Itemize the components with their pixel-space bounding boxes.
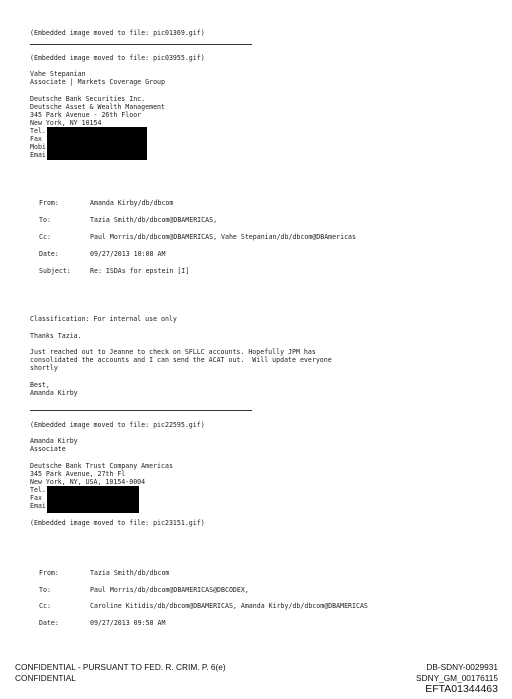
signature-line: Associate bbox=[30, 445, 66, 453]
classification-text: Classification: For internal use only bbox=[30, 315, 177, 323]
cc-label: Cc: bbox=[39, 602, 51, 610]
from-value: Tazia Smith/db/dbcom bbox=[90, 569, 170, 577]
to-value: Tazia Smith/db/dbcom@DBAMERICAS, bbox=[90, 216, 218, 224]
body-paragraph-line: Just reached out to Jeanne to check on SFLLC accounts. Hopefully JPM has bbox=[30, 348, 316, 356]
to-value: Paul Morris/db/dbcom@DBAMERICAS@DBCODEX, bbox=[90, 586, 249, 594]
confidential-label: CONFIDENTIAL bbox=[15, 673, 76, 683]
date-value: 09/27/2013 09:58 AM bbox=[90, 619, 166, 627]
signature-line: Fax bbox=[30, 494, 42, 502]
signature-line: Emai bbox=[30, 502, 46, 510]
signature-line: Vahe Stepanian bbox=[30, 70, 86, 78]
divider bbox=[30, 410, 252, 411]
from-value: Amanda Kirby/db/dbcom bbox=[90, 199, 174, 207]
sender-name: Amanda Kirby bbox=[30, 389, 78, 397]
cc-value: Caroline Kitidis/db/dbcom@DBAMERICAS, Amanda Kirby/db/dbcom@DBAMERICAS bbox=[90, 602, 368, 610]
signature-line: New York, NY 10154 bbox=[30, 119, 102, 127]
date-label: Date: bbox=[39, 250, 59, 258]
redaction-box bbox=[47, 127, 147, 160]
efta-number: EFTA01344463 bbox=[425, 683, 498, 695]
bates-number: SDNY_GM_00176115 bbox=[416, 673, 498, 683]
embedded-image-note: (Embedded image moved to file: pic22595.gif) bbox=[30, 421, 205, 429]
embedded-image-note: (Embedded image moved to file: pic23151.gif) bbox=[30, 519, 205, 527]
signature-line: Fax bbox=[30, 135, 42, 143]
signature-line: Deutsche Bank Securities Inc. bbox=[30, 95, 146, 103]
confidential-notice: CONFIDENTIAL - PURSUANT TO FED. R. CRIM. P. 6(e) bbox=[15, 662, 226, 672]
from-label: From: bbox=[39, 569, 59, 577]
redaction-box bbox=[47, 486, 139, 513]
bates-number: DB-SDNY-0029931 bbox=[426, 662, 498, 672]
subject-label: Subject: bbox=[39, 267, 71, 275]
signature-line: Deutsche Asset & Wealth Management bbox=[30, 103, 165, 111]
to-label: To: bbox=[39, 586, 51, 594]
cc-label: Cc: bbox=[39, 233, 51, 241]
closing-text: Best, bbox=[30, 381, 50, 389]
signature-line: Tel. bbox=[30, 486, 46, 494]
embedded-image-note: (Embedded image moved to file: pic01369.gif) bbox=[30, 29, 205, 37]
signature-line: Associate | Markets Coverage Group bbox=[30, 78, 165, 86]
body-paragraph-line: consolidated the accounts and I can send the ACAT out. Will update everyone bbox=[30, 356, 332, 364]
from-label: From: bbox=[39, 199, 59, 207]
to-label: To: bbox=[39, 216, 51, 224]
embedded-image-note: (Embedded image moved to file: pic03955.gif) bbox=[30, 54, 205, 62]
body-paragraph-line: shortly bbox=[30, 364, 58, 372]
signature-line: Deutsche Bank Trust Company Americas bbox=[30, 462, 173, 470]
signature-line: Emai bbox=[30, 151, 46, 159]
signature-line: Tel. bbox=[30, 127, 46, 135]
signature-line: Mobi bbox=[30, 143, 46, 151]
cc-value: Paul Morris/db/dbcom@DBAMERICAS, Vahe Stepanian/db/dbcom@DBAmericas bbox=[90, 233, 356, 241]
signature-line: Amanda Kirby bbox=[30, 437, 78, 445]
date-label: Date: bbox=[39, 619, 59, 627]
subject-value: Re: ISDAs for epstein [I] bbox=[90, 267, 190, 275]
greeting-text: Thanks Tazia. bbox=[30, 332, 82, 340]
divider bbox=[30, 44, 252, 45]
signature-line: 345 Park Avenue - 26th Floor bbox=[30, 111, 142, 119]
signature-line: 345 Park Avenue, 27th Fl bbox=[30, 470, 126, 478]
date-value: 09/27/2013 10:08 AM bbox=[90, 250, 166, 258]
signature-line: New York, NY, USA, 10154-0004 bbox=[30, 478, 146, 486]
